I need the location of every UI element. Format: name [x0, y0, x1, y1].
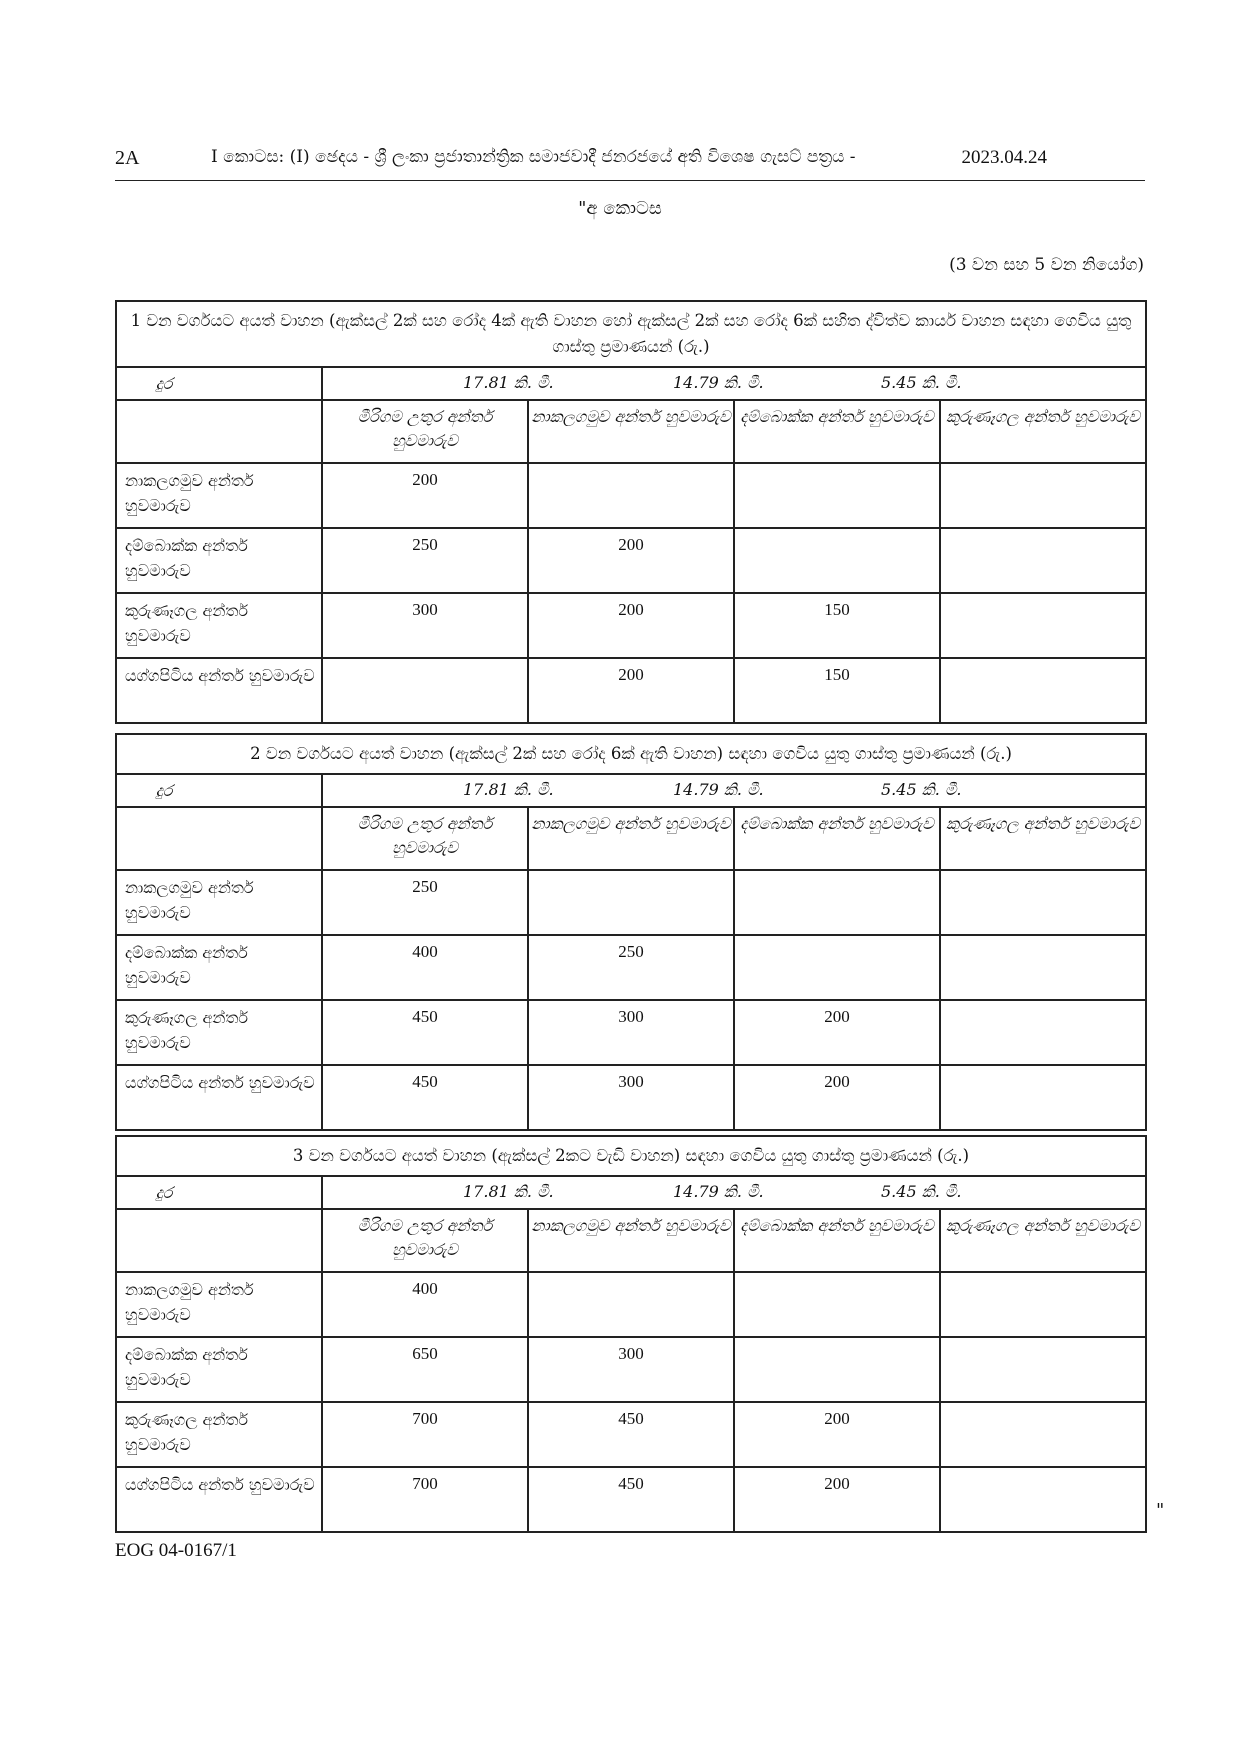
fee-value — [940, 593, 1146, 658]
fee-value: 200 — [528, 593, 734, 658]
row-header: නාකලගමුව අන්තර් හුවමාරුව — [116, 870, 322, 935]
part-title: "අ කොටස — [578, 198, 662, 219]
column-header: මීරිගම උතුර අන්තර් හුවමාරුව — [322, 1209, 528, 1272]
row-header: කුරුණෑගල අන්තර් හුවමාරුව — [116, 593, 322, 658]
column-header: දම්බොක්ක අන්තර් හුවමාරුව — [734, 807, 940, 870]
distance-label: දුර — [116, 367, 322, 400]
fee-value — [940, 1272, 1146, 1337]
table-row — [116, 1467, 1146, 1532]
gazette-date: 2023.04.24 — [961, 147, 1047, 168]
fee-value — [940, 1402, 1146, 1467]
distance-value: 17.81 කි. මී. — [463, 780, 554, 799]
distance-value: 5.45 කි. මී. — [881, 780, 962, 799]
fee-table-2 — [115, 733, 1147, 1131]
fee-value: 250 — [322, 870, 528, 935]
row-header: දම්බොක්ක අන්තර් හුවමාරුව — [116, 935, 322, 1000]
fee-value — [940, 463, 1146, 528]
table-caption: 3 වන වර්ගයට අයත් වාහන (ඇක්සල් 2කට වැඩි වාහන) සඳහා ගෙවිය යුතු ගාස්තු ප්‍රමාණයන් (රු.) — [116, 1136, 1146, 1176]
fee-value — [322, 658, 528, 723]
fee-value — [734, 1272, 940, 1337]
distance-value: 5.45 කි. මී. — [881, 1182, 962, 1201]
distance-value: 5.45 කි. මී. — [881, 373, 962, 392]
row-header: නාකලගමුව අන්තර් හුවමාරුව — [116, 463, 322, 528]
fee-value: 400 — [322, 935, 528, 1000]
fee-value — [940, 1467, 1146, 1532]
fee-value — [734, 935, 940, 1000]
table-row — [116, 528, 1146, 593]
table-caption: 2 වන වර්ගයට අයත් වාහන (ඇක්සල් 2ක් සහ රෝද 6ක් ඇති වාහන) සඳහා ගෙවිය යුතු ගාස්තු ප්‍රමාණයන් (රු.) — [116, 734, 1146, 774]
table-row — [116, 870, 1146, 935]
fee-value — [940, 1000, 1146, 1065]
fee-value — [734, 1337, 940, 1402]
table-row — [116, 1337, 1146, 1402]
page-number: 2A — [115, 147, 140, 169]
fee-value — [940, 1337, 1146, 1402]
fee-value — [528, 1272, 734, 1337]
fee-value — [940, 870, 1146, 935]
fee-value: 300 — [322, 593, 528, 658]
table-row — [116, 935, 1146, 1000]
distance-value: 14.79 කි. මී. — [673, 1182, 764, 1201]
table-row — [116, 1000, 1146, 1065]
column-header: දම්බොක්ක අන්තර් හුවමාරුව — [734, 400, 940, 463]
gazette-title: I කොටස: (I) ඡෙදය - ශ්‍රී ලංකා ප්‍රජාතාන්ත්‍රික සමාජවාදී ජනරජයේ අති විශෙෂ ගැසට් පත්‍රය - — [211, 147, 856, 167]
closing-quote: " — [1156, 1500, 1165, 1521]
fee-table-1 — [115, 300, 1147, 724]
fee-value: 450 — [528, 1467, 734, 1532]
column-header: කුරුණෑගල අන්තර් හුවමාරුව — [940, 400, 1146, 463]
fee-value: 200 — [734, 1467, 940, 1532]
fee-value — [940, 528, 1146, 593]
column-header: මීරිගම උතුර අන්තර් හුවමාරුව — [322, 400, 528, 463]
distance-label: දුර — [116, 1176, 322, 1209]
column-header: නාකලගමුව අන්තර් හුවමාරුව — [528, 1209, 734, 1272]
row-header: යග්ගපිටිය අන්තර් හුවමාරුව — [116, 1467, 322, 1532]
corner-cell — [116, 1209, 322, 1272]
fee-value: 200 — [734, 1402, 940, 1467]
fee-value: 200 — [528, 528, 734, 593]
fee-value: 450 — [322, 1000, 528, 1065]
fee-value — [734, 463, 940, 528]
table-row — [116, 463, 1146, 528]
fee-value: 700 — [322, 1402, 528, 1467]
distance-value: 14.79 කි. මී. — [673, 780, 764, 799]
distance-value: 17.81 කි. මී. — [463, 373, 554, 392]
table-row — [116, 1402, 1146, 1467]
table-row — [116, 658, 1146, 723]
fee-value: 150 — [734, 593, 940, 658]
fee-value — [940, 935, 1146, 1000]
fee-value: 450 — [528, 1402, 734, 1467]
fee-value: 150 — [734, 658, 940, 723]
document-code: EOG 04-0167/1 — [115, 1540, 237, 1561]
row-header: දම්බොක්ක අන්තර් හුවමාරුව — [116, 528, 322, 593]
fee-value — [528, 463, 734, 528]
fee-value — [940, 658, 1146, 723]
table-row — [116, 593, 1146, 658]
fee-value: 200 — [528, 658, 734, 723]
fee-value: 700 — [322, 1467, 528, 1532]
distance-label: දුර — [116, 774, 322, 807]
header-rule — [115, 180, 1145, 181]
fee-value — [734, 528, 940, 593]
fee-value: 250 — [528, 935, 734, 1000]
corner-cell — [116, 400, 322, 463]
column-header: දම්බොක්ක අන්තර් හුවමාරුව — [734, 1209, 940, 1272]
distance-value: 17.81 කි. මී. — [463, 1182, 554, 1201]
column-header: නාකලගමුව අන්තර් හුවමාරුව — [528, 807, 734, 870]
fee-value: 300 — [528, 1000, 734, 1065]
regulations-reference: (3 වන සහ 5 වන නියෝග) — [949, 255, 1144, 275]
row-header: කුරුණෑගල අන්තර් හුවමාරුව — [116, 1402, 322, 1467]
fee-value: 400 — [322, 1272, 528, 1337]
fee-value: 250 — [322, 528, 528, 593]
fee-value: 200 — [734, 1000, 940, 1065]
fee-value: 300 — [528, 1065, 734, 1130]
fee-value: 200 — [734, 1065, 940, 1130]
fee-table-3 — [115, 1135, 1147, 1533]
distance-value: 14.79 කි. මී. — [673, 373, 764, 392]
row-header: කුරුණෑගල අන්තර් හුවමාරුව — [116, 1000, 322, 1065]
row-header: යග්ගපිටිය අන්තර් හුවමාරුව — [116, 658, 322, 723]
page-header — [115, 143, 1145, 173]
table-row — [116, 1272, 1146, 1337]
corner-cell — [116, 807, 322, 870]
fee-value — [734, 870, 940, 935]
column-header: මීරිගම උතුර අන්තර් හුවමාරුව — [322, 807, 528, 870]
row-header: නාකලගමුව අන්තර් හුවමාරුව — [116, 1272, 322, 1337]
fee-value: 650 — [322, 1337, 528, 1402]
table-caption: 1 වන වර්ගයට අයත් වාහන (ඇක්සල් 2ක් සහ රෝද 4ක් ඇති වාහන හෝ ඇක්සල් 2ක් සහ රෝද 6ක් සහිත ද්විත්ව කාර්ය වාහන සඳහා ගෙවිය යුතු ගාස්තු ප්‍රමාණයන් (රු.) — [116, 301, 1146, 367]
table-row — [116, 1065, 1146, 1130]
column-header: කුරුණෑගල අන්තර් හුවමාරුව — [940, 1209, 1146, 1272]
row-header: යග්ගපිටිය අන්තර් හුවමාරුව — [116, 1065, 322, 1130]
column-header: නාකලගමුව අන්තර් හුවමාරුව — [528, 400, 734, 463]
fee-value: 300 — [528, 1337, 734, 1402]
fee-value: 200 — [322, 463, 528, 528]
row-header: දම්බොක්ක අන්තර් හුවමාරුව — [116, 1337, 322, 1402]
column-header: කුරුණෑගල අන්තර් හුවමාරුව — [940, 807, 1146, 870]
fee-value — [940, 1065, 1146, 1130]
fee-value: 450 — [322, 1065, 528, 1130]
fee-value — [528, 870, 734, 935]
